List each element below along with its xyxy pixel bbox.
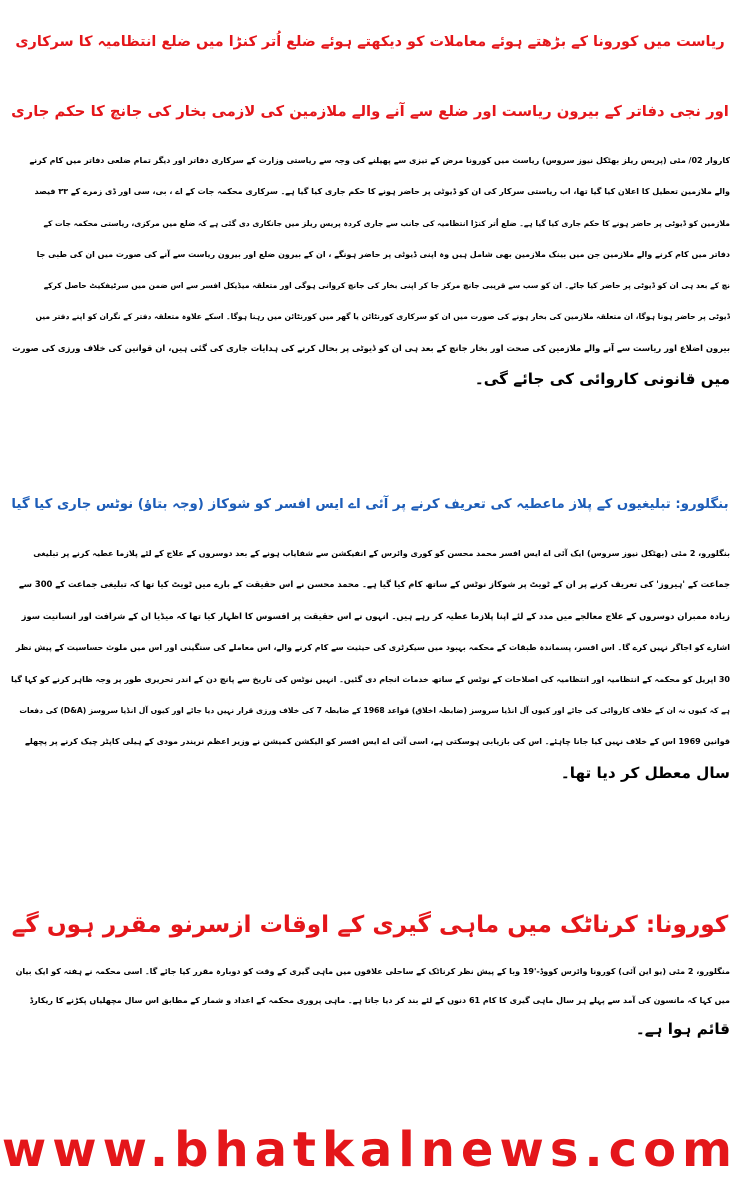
article1-body-line: ملازمین کو ڈیوٹی پر حاضر ہونے کا حکم جاری کیا گیا ہے۔ ضلع اُتر کنڑا انتظامیہ کی جانب سے جاری کردہ پریس ریلز میں جانکاری دی گئی ہے کہ ضلع میں مرکزی، ریاستی محکمہ جات کے: [43, 218, 730, 228]
article3-body: [10, 958, 730, 1044]
article2-body-line: سال معطل کر دیا تھا۔: [560, 763, 730, 782]
article2-body-line: قوانین 1969 اس کے خلاف نہیں کیا جانا چاہئے۔ اس کی بازیابی ہوسکتی ہے، اسی آئی اے ایس افسر کو الیکشن کمیشن نے وزیر اعظم نریندر مودی کے ہیلی کاپٹر چیک کرنے پر پچھلے: [25, 737, 730, 747]
article3-body-line: میں کہا کہ مانسون کی آمد سے پہلے ہر سال ماہی گیری کا کام 61 دنوں کے لئے بند کر دیا جاتا ہے۔ ماہی پروری محکمہ کے اعداد و شمار کے مطابق اس سال مچھلیاں پکڑنے کا ریکارڈ: [29, 995, 730, 1005]
article1-headline: [8, 10, 732, 150]
article2-body-line: اشارے کو اجاگر نہیں کرے گا۔ اس افسر، پسماندہ طبقات کے محکمہ بہبود میں سیکرٹری کی حیثیت سے کام کرنے والے، اس معاملے کی سنگینی اور اس میں ملوث حساسیت کے پیش نظر: [15, 643, 730, 653]
article1-body-line: نچ کے بعد ہی ان کو ڈیوٹی پر حاضر کیا جائے۔ ان کو سب سے قریبی جانچ مرکز جا کر اپنی بخار کی جانچ کروانی ہوگی اور متعلقہ میڈیکل افسر سے اس ضمن میں سرٹیفکیٹ حاصل کرکے: [43, 281, 730, 291]
article2-body-line: بنگلورو، 2 مئی (بھٹکل نیوز سروس) ایک آئی اے ایس افسر محمد محسن کو کوری وائرس کے انفیکشن سے شفایاب ہونے کے بعد دوسروں کے علاج کے لئے پلازما عطیہ کرنے پر تبلیغی: [33, 549, 730, 558]
article1-body-line: ڈیوٹی پر حاضر ہونا ہوگا، ان متعلقہ ملازمین کی بخار ہونے کی صورت میں ان کو سرکاری کورنٹائن یا گھر میں کورنٹائن میں رہنا ہوگا۔ اسکے علاوہ متعلقہ دفتر کے نگران کو اپنے دفتر میں: [35, 312, 730, 322]
article3-body-line: منگلورو، 2 مئی (یو این آئی) کورونا وائرس کووڈ-'19 وبا کے پیش نظر کرناٹک کے ساحلی علاقوں میں ماہی گیری کے وقت کو دوبارہ مقرر کیا جائے گا۔ اسی محکمہ نے ہفتہ کو ایک بیان: [15, 967, 730, 976]
article3-body-line: قائم ہوا ہے۔: [635, 1020, 730, 1038]
article2-body-line: 30 اپریل کو محکمہ کے انتظامیہ اور انتظامیہ کی اصلاحات کے نوٹس کے ساتھ خدمات انجام دی گئیں۔ انہیں نوٹس کی تاریخ سے پانچ دن کے اندر تحریری طور پر وجہ ظاہر کرنے کو کہا گیا: [11, 674, 730, 684]
article3-headline: [6, 900, 734, 950]
article1-body-line: والے ملازمین تعطیل کا اعلان کیا گیا تھا، اب ریاستی سرکار کی ان کو ڈیوٹی پر حاضر ہونے کا حکم جاری کیا گیا ہے۔ سرکاری محکمہ جات کے اے ، بی، سی اور ڈی زمرے کے ۳۳ فیصد: [34, 187, 730, 197]
article2-body: [10, 538, 730, 789]
article2-body-line: جماعت کے 'ہیروز' کی تعریف کرنے پر ان کے ٹویٹ پر شوکاز نوٹس کے ساتھ کام کیا گیا ہے۔ محمد محسن نے اس حقیقت کے بارے میں ٹویٹ کیا تھا کہ تبلیغی جماعت کے 300 سے: [18, 579, 730, 590]
article1-body-line: کاروار 02/ مئی (پریس ریلز بھٹکل نیوز سروس) ریاست میں کورونا مرض کے تیزی سے پھیلنے کی وجہ سے ریاستی وزارت کے سرکاری دفاتر اور دیگر تمام ضلعی دفاتر میں کام کرنے: [29, 156, 730, 165]
article2-body-line: ہے کہ کیوں نہ ان کے خلاف کاروائی کی جائے اور کیوں آل انڈیا سروسز (ضابطہ اخلاق) قواعد 1968 کے ضابطہ 7 کی خلاف ورزی قرار نہیں دیا جائے اور کیوں آل انڈیا سروسز (D&A) کی دفعات: [19, 706, 730, 716]
article1-body-line: دفاتر میں کام کرنے والے ملازمین جن میں بینک ملازمین بھی شامل ہیں وہ اپنی ڈیوٹی پر حاضر ہونگے ، ان کے بیرون ضلع اور بیرون ریاست سے آنے کی صورت میں ان کی طبی جا: [36, 249, 730, 259]
article1-headline-line: اور نجی دفاتر کے بیرون ریاست اور ضلع سے آنے والے ملازمین کی لازمی بخار کی جانچ کا حکم جاری: [11, 103, 729, 120]
article2-headline-line: بنگلورو: تبلیغیوں کے پلاز ماعطیہ کی تعریف کرنے پر آئی اے ایس افسر کو شوکاز (وجہ بتاؤ) نوٹس جاری کیا گیا: [11, 497, 729, 512]
article3-headline-line: کورونا: کرناٹک میں ماہی گیری کے اوقات ازسرنو مقرر ہوں گے: [11, 911, 729, 938]
article1-body: [10, 145, 730, 395]
article1-headline-line: ریاست میں کورونا کے بڑھتے ہوئے معاملات کو دیکھتے ہوئے ضلع اُتر کنڑا میں ضلع انتظامیہ کا سرکاری: [15, 34, 725, 50]
article1-body-line: میں قانونی کاروائی کی جائے گی۔: [474, 370, 730, 389]
article2-headline: [6, 476, 734, 534]
website-footer: www.bhatkalnews.com: [1, 1122, 739, 1178]
article1-body-line: بیرون اضلاع اور ریاست سے آنے والے ملازمین کی صحت اور بخار جانچ کے بعد ہی ان کو ڈیوٹی پر بحال کرنے کی ہدایات جاری کی گئی ہیں، ان قوانین کی خلاف ورزی کی صورت: [12, 342, 730, 353]
article2-body-line: زیادہ ممبران دوسروں کے علاج معالجے میں مدد کے لئے اپنا پلازما عطیہ کر رہے ہیں۔ انہوں نے اس حقیقت پر افسوس کا اظہار کیا تھا کہ میڈیا ان کے شرافت اور انسانیت سوز: [21, 610, 730, 621]
